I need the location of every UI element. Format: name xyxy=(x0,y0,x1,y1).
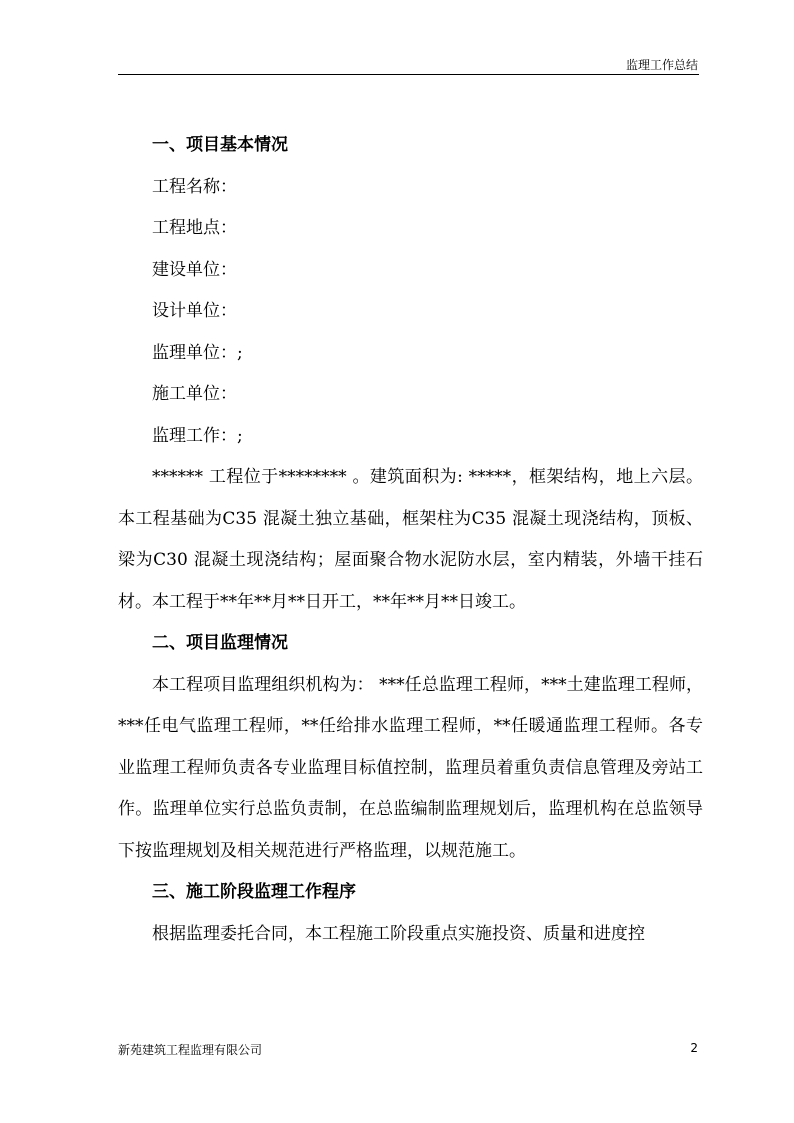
field-project-location: 工程地点： xyxy=(152,218,237,238)
page-number: 2 xyxy=(690,1041,698,1055)
body-paragraph: 本工程项目监理组织机构为： ***任总监理工程师，***土建监理工程师，***任电气监理工程师，**任给排水监理工程师，**任暖通监理工程师。各专业监理工程师负责各专业监理目标值控制，监理员着重负责信息管理及旁站工作。监理单位实行总监负责制，在总监编制监理规划后，监理机构在总监领导下按监理规划及相关规范进行严格监理，以规范施工。 xyxy=(118,674,703,861)
field-designer: 设计单位： xyxy=(152,301,237,321)
field-contractor: 施工单位： xyxy=(152,384,237,404)
field-supervisor: 监理单位：; xyxy=(152,342,243,363)
header-title: 监理工作总结 xyxy=(625,58,698,72)
body-paragraph: ****** 工程位于******** 。建筑面积为: *****，框架结构，地上六层。本工程基础为C35 混凝土独立基础，框架柱为C35 混凝土现浇结构，顶板、梁为C30 混凝土现浇结构；屋面聚合物水泥防水层，室内精装，外墙干挂石材。本工程于**年**月**日开工，**年**月**日竣工。 xyxy=(118,467,703,612)
field-supervision-work: 监理工作：; xyxy=(152,425,243,446)
document-body xyxy=(118,125,703,955)
section-heading: 二、项目监理情况 xyxy=(152,633,288,653)
footer-company: 新苑建筑工程监理有限公司 xyxy=(118,1043,263,1057)
body-paragraph: 根据监理委托合同，本工程施工阶段重点实施投资、质量和进度控 xyxy=(152,923,645,944)
section-heading: 一、项目基本情况 xyxy=(152,135,288,155)
field-owner: 建设单位： xyxy=(152,259,237,280)
section-heading: 三、施工阶段监理工作程序 xyxy=(152,882,356,902)
header-rule xyxy=(118,74,699,75)
field-project-name: 工程名称： xyxy=(152,176,237,197)
